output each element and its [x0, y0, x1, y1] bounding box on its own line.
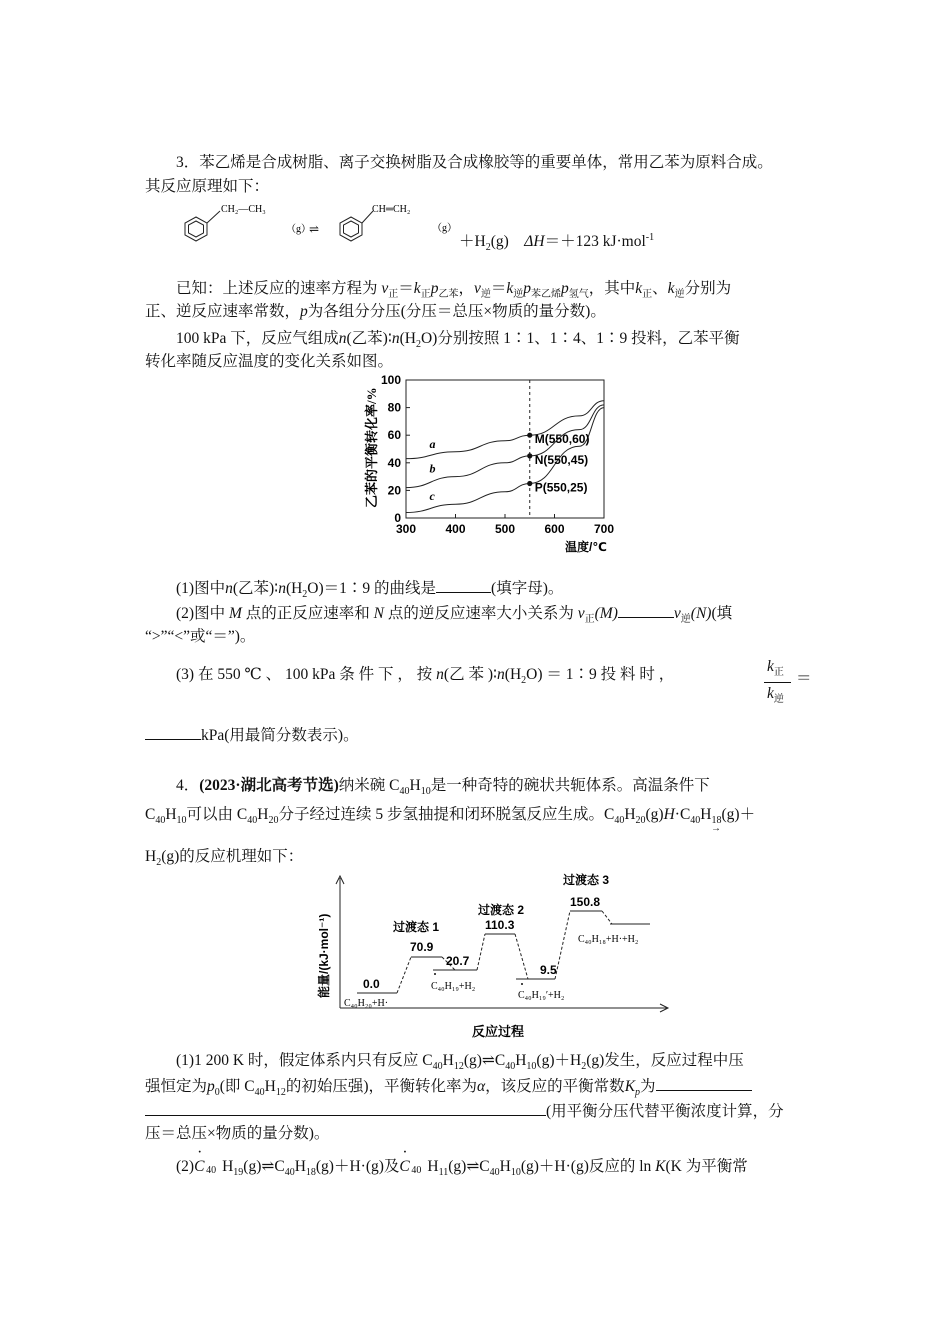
- x-tick-label: 500: [494, 522, 516, 536]
- equilibrium-arrow-1: ⇌: [309, 222, 320, 236]
- species-0: C₄₀H₂₀+H·: [344, 998, 389, 1009]
- point-M: [527, 433, 532, 438]
- x-tick-label: 300: [395, 522, 417, 536]
- q3-known-line2: 正、逆反应速率常数，p为各组分分压(分压＝总压×物质的量分数)。: [145, 303, 606, 320]
- q3-intro-line1: 3．苯乙烯是合成树脂、离子交换树脂及合成橡胶等的重要单体，常用乙苯为原料合成。: [176, 154, 773, 171]
- q4-sub1-line2: 强恒定为$p_0$(即 $C_{40}H_{12}$的初始压强)，平衡转化率为α，该反应的平衡常数$K_p$为: [145, 1076, 752, 1097]
- product-group: CH═CH₂: [372, 204, 411, 215]
- q4-sub1-line1: (1)1 200 K 时，假定体系内只有反应 $C_{40}H_{12}(g)\rightleftharpoons C_{40}H_{10}(g)+H_2(g)$发生，反应过程中压: [176, 1052, 744, 1073]
- q3-sub3-line2: kPa(用最简分数表示)。: [145, 725, 359, 746]
- q3-sub2-line2: “>”“<”或“＝”)。: [145, 628, 256, 645]
- q4-line3: $H_2(g)$的反应机理如下：: [145, 848, 304, 869]
- q4-sub1-line4: 压＝总压×物质的量分数)。: [145, 1125, 330, 1142]
- conversion-chart: [362, 368, 624, 560]
- energy-label-0: 0.0: [363, 977, 380, 991]
- reactant-group: CH₂—CH₃: [221, 204, 266, 215]
- series-a-label: a: [429, 436, 436, 451]
- q4-sub2-line1: (2) · C 40 $H_{19}(g)\rightleftharpoons C_{40}H_{18}(g)+H\cdot(g)$及 · C 40 $H_{11}(g)\rightleftharpoons C_{40}H_{10}(g)+H\cdot(g)$反应的 ln K(K 为平衡常: [176, 1144, 748, 1179]
- x-tick-label: 700: [593, 522, 615, 536]
- styrene-structure: [340, 211, 373, 241]
- q4-sub1-blank-b[interactable]: [145, 1101, 546, 1116]
- ts1-label: 过渡态 1: [393, 920, 440, 934]
- species-6: C₄₀H₁₈+H·+H₂: [578, 934, 639, 945]
- q3-sub2-blank[interactable]: [618, 603, 674, 618]
- ethylbenzene-structure: [185, 211, 220, 241]
- energy-xlabel: 反应过程: [472, 1024, 525, 1039]
- y-tick-label: 20: [387, 483, 401, 498]
- q4-sub1-blank-a[interactable]: [656, 1076, 752, 1091]
- q3-condition-line2: 转化率随反应温度的变化关系如图。: [145, 353, 394, 370]
- y-tick-label: 40: [387, 455, 401, 470]
- energy-label-3: 110.3: [485, 918, 515, 932]
- species-4: C₄₀H₁₉′+H₂: [518, 990, 565, 1001]
- q3-intro-line2: 其反应原理如下：: [145, 178, 270, 195]
- point-label-M: M(550,60): [534, 432, 590, 447]
- y-tick-label: 0: [394, 511, 401, 525]
- q3-sub3-line1: (3) 在 550 ℃ 、 100 kPa 条 件 下 ， 按 n(乙 苯 )$∶n(H_2O)$ ＝ 1∶9 投 料 时 ，: [176, 666, 675, 687]
- energy-diagram: [312, 870, 674, 1042]
- radical-dot-2: [521, 983, 523, 985]
- q4-sub1-line3: (用平衡分压代替平衡浓度计算，分: [145, 1101, 784, 1122]
- species-2: C₄₀H₁₉+H₂: [431, 981, 476, 992]
- q3-sub1: (1)图中n(乙苯)$∶n(H_2O)=1∶9$ 的曲线是 (填字母)。: [176, 580, 564, 601]
- small-arrow: →: [711, 823, 721, 834]
- ts3-label: 过渡态 3: [563, 873, 610, 887]
- x-tick-label: 600: [544, 522, 565, 536]
- k-ratio-fraction: $k_正$ $k_逆$ ＝: [764, 658, 814, 710]
- energy-label-4: 9.5: [540, 963, 557, 977]
- energy-label-5: 150.8: [570, 895, 601, 909]
- energy-label-1: 70.9: [410, 940, 434, 954]
- chart-frame: [406, 380, 604, 518]
- series-b-curve: [406, 405, 604, 488]
- point-label-P: P(550,25): [534, 480, 588, 495]
- energy-label-2: 20.7: [446, 954, 470, 968]
- series-c-label: c: [429, 489, 435, 504]
- series-b-label: b: [429, 461, 436, 476]
- c40-radical-1: · C 40: [194, 1144, 217, 1176]
- y-tick-label: 60: [387, 428, 401, 443]
- q3-known-line1: 已知：上述反应的速率方程为 $v_正=k_正p_{乙苯}$，$v_逆=k_逆p_{苯乙烯}p_{氢气}$，其中$k_正$、$k_逆$分别为: [176, 280, 732, 301]
- y-tick-label: 80: [387, 400, 401, 415]
- chart-xlabel: 温度/℃: [565, 540, 607, 554]
- ts2-label: 过渡态 2: [478, 903, 525, 917]
- radical-dot-1: [434, 973, 436, 975]
- energy-ylabel: 能量/(kJ·mol⁻¹): [317, 913, 331, 998]
- y-tick-label: 100: [380, 373, 401, 387]
- phase-g-2: （g）: [432, 223, 457, 234]
- q3-sub2-line1: (2)图中 M 点的正反应速率和 N 点的逆反应速率大小关系为 $v_正(M)$ $v_逆(N)$(填: [176, 605, 733, 626]
- q4-line1: 4．(2023·湖北高考节选)纳米碗 $C_{40}H_{10}$是一种奇特的碗状共轭体系。高温条件下: [176, 777, 710, 798]
- point-N: [527, 453, 532, 458]
- c40-radical-2: · C 40: [399, 1144, 422, 1176]
- point-P: [527, 481, 532, 486]
- chart-ylabel: 乙苯的平衡转化率/%: [364, 387, 379, 508]
- point-label-N: N(550,45): [534, 452, 589, 467]
- q3-condition-line1: 100 kPa 下，反应气组成n(乙苯)$∶n(H_2O)$分别按照 1∶1、1∶4、1∶9 投料，乙苯平衡: [176, 330, 740, 351]
- q3-equation-tail: $+H_2(g)$ ΔH＝＋123 kJ·mol$^{-1}$: [459, 231, 655, 254]
- x-tick-label: 400: [445, 522, 466, 536]
- q4-line2: $C_{40}H_{10}$可以由 $C_{40}H_{20}$分子经过连续 5 步氢抽提和闭环脱氢反应生成。$C_{40}H_{20}(g)H\cdot C_{40}H_{18}(g)+$: [145, 806, 756, 827]
- phase-g-1: （g）: [286, 224, 311, 235]
- q3-sub1-blank[interactable]: [436, 578, 491, 593]
- q3-sub3-blank[interactable]: [145, 725, 201, 740]
